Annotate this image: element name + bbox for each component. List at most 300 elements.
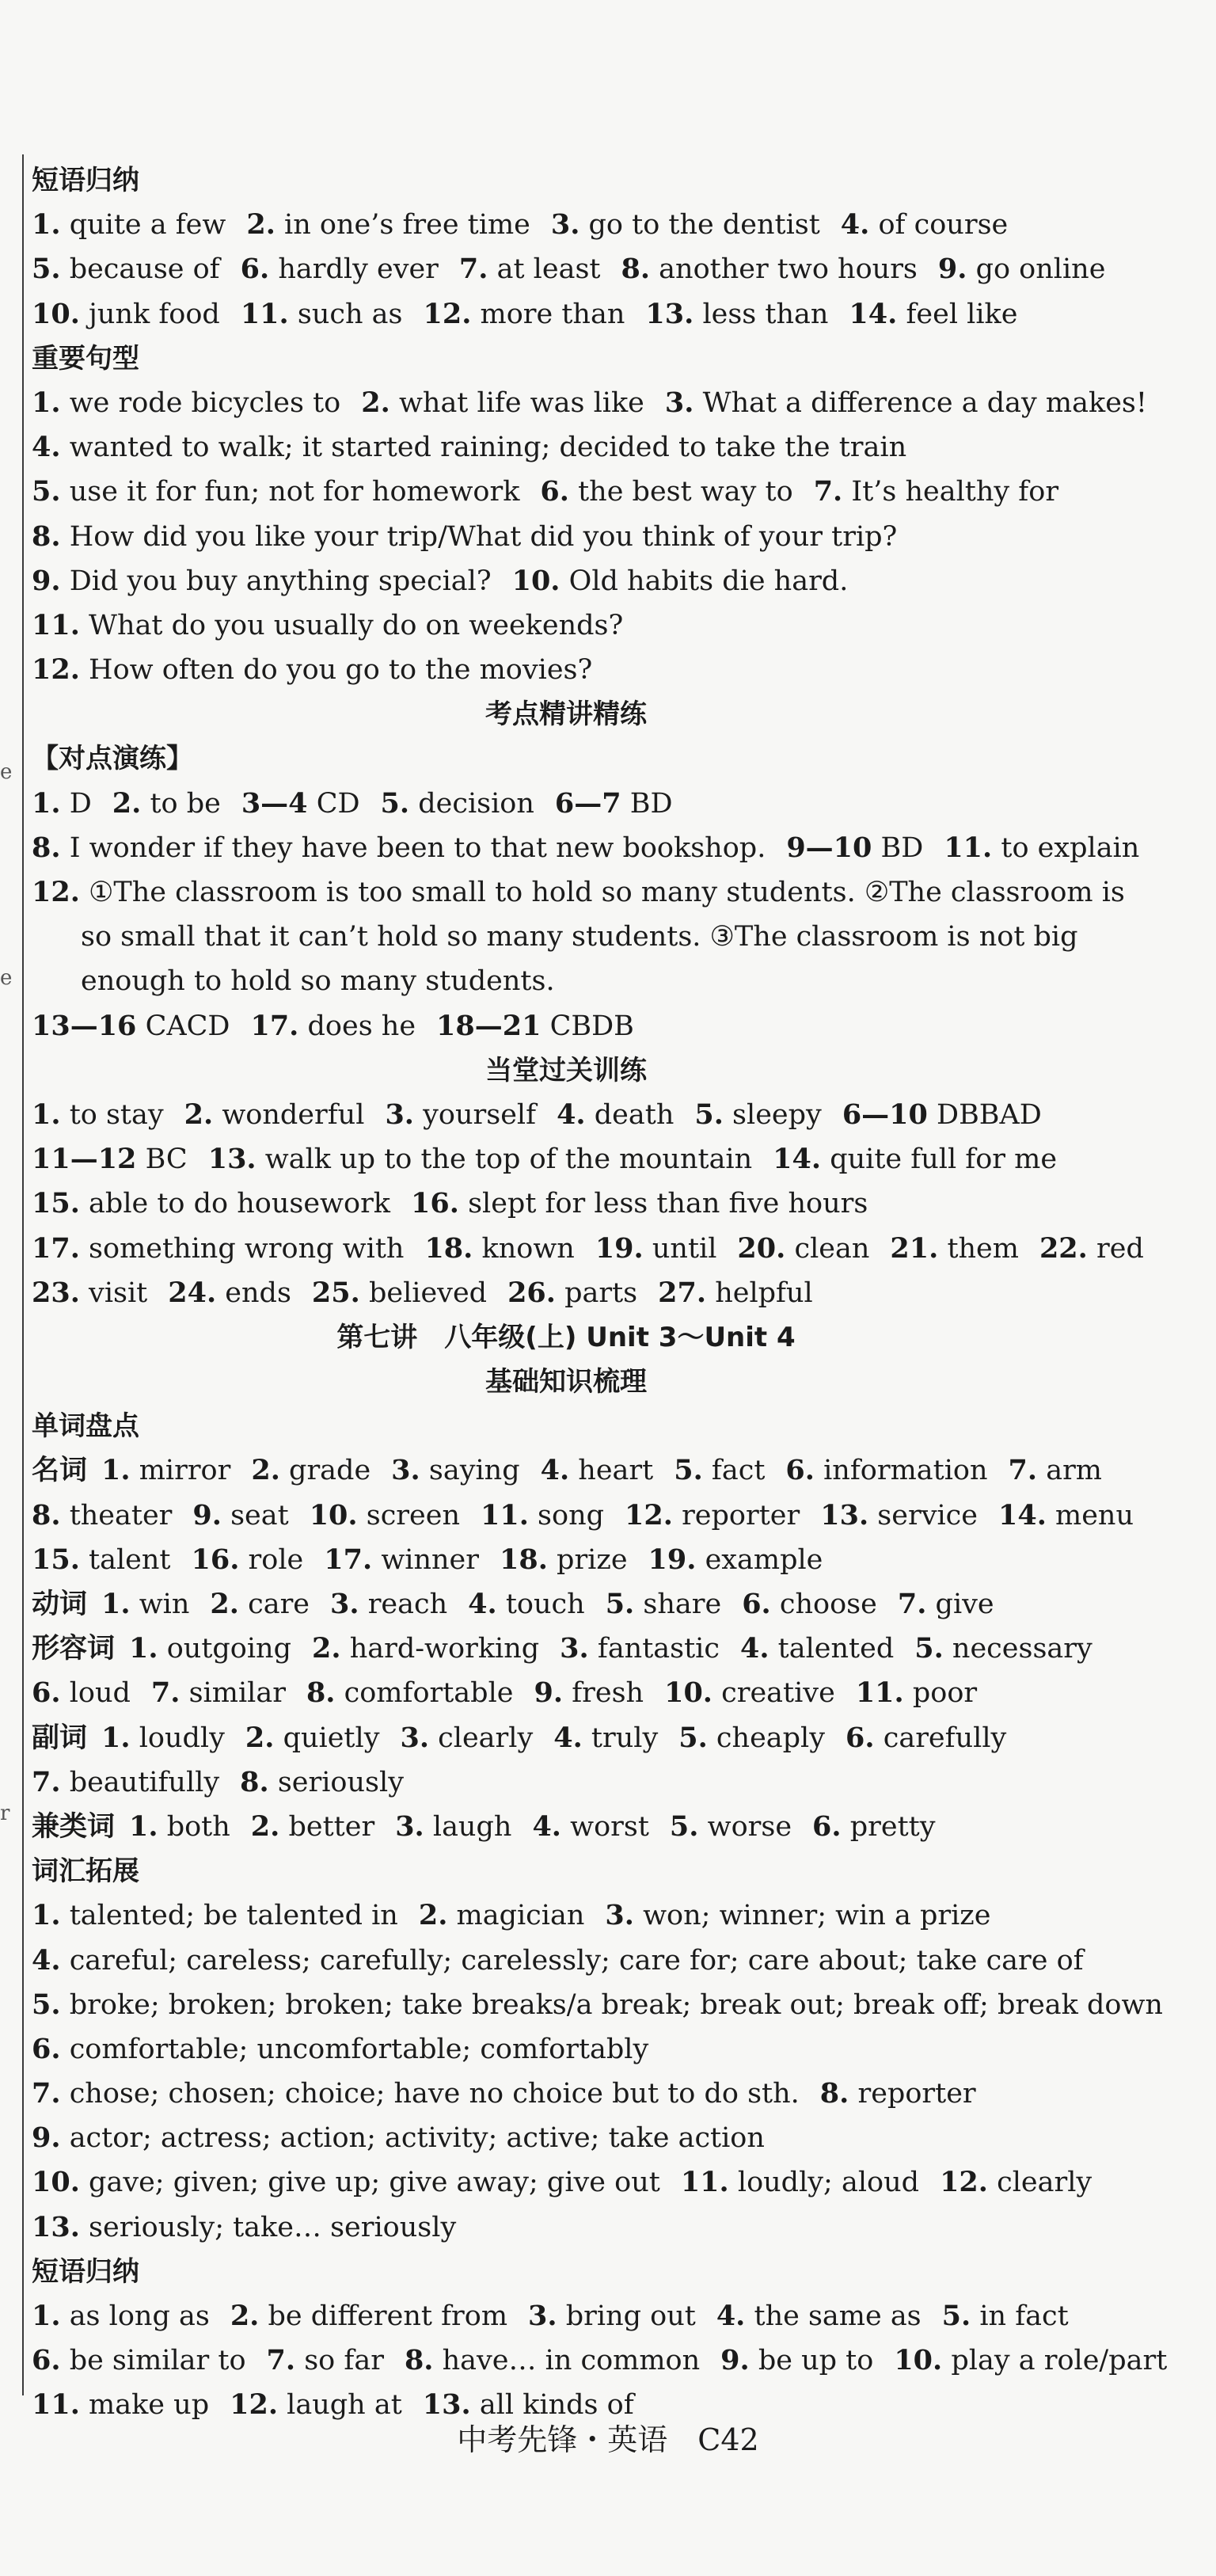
answer-item xyxy=(411,1188,868,1220)
answer-item xyxy=(785,1455,987,1486)
item-number: 10. xyxy=(664,1676,712,1710)
answer-item xyxy=(405,2345,700,2376)
item-answer: reach xyxy=(367,1589,448,1620)
item-answer: cheaply xyxy=(716,1722,826,1754)
item-number: 10. xyxy=(32,2166,80,2199)
answer-item xyxy=(210,1589,310,1620)
answer-item xyxy=(737,1233,869,1265)
item-number: 10. xyxy=(309,1498,358,1532)
item-answer: believed xyxy=(368,1277,488,1309)
answer-item xyxy=(32,1900,398,1931)
item-number: 3—4 xyxy=(241,786,308,820)
answer-item xyxy=(241,253,439,285)
answer-line xyxy=(32,292,1100,337)
item-number: 7. xyxy=(266,2344,296,2377)
item-number: 8. xyxy=(32,831,61,864)
section-heading: 短语归纳 xyxy=(32,165,139,196)
item-answer: worse xyxy=(707,1810,792,1843)
answer-item xyxy=(534,1677,644,1709)
answer-item xyxy=(230,2300,507,2332)
answer-item xyxy=(361,387,644,419)
item-answer: fresh xyxy=(572,1677,644,1710)
item-answer: talented; be talented in xyxy=(69,1900,398,1932)
item-answer: of course xyxy=(878,209,1009,242)
item-number: 12. xyxy=(940,2166,988,2199)
answer-item xyxy=(32,2034,648,2065)
item-answer: comfortable xyxy=(344,1677,514,1710)
answer-item xyxy=(241,788,360,820)
item-answer: beautifully xyxy=(69,1766,220,1798)
item-number: 9—10 xyxy=(786,831,872,864)
item-number: 6. xyxy=(540,475,569,508)
item-number: 13. xyxy=(645,297,694,330)
item-number: 5. xyxy=(694,1098,724,1131)
answer-line xyxy=(32,1448,1100,1493)
item-answer: feel like xyxy=(906,298,1018,330)
answer-line xyxy=(32,2027,1100,2072)
answer-item xyxy=(240,1767,404,1798)
item-number: 2. xyxy=(361,386,390,419)
item-answer: loudly; aloud xyxy=(737,2167,920,2199)
answer-item xyxy=(112,788,221,820)
item-answer: necessary xyxy=(952,1633,1092,1665)
item-answer: play a role/part xyxy=(951,2345,1168,2377)
item-answer: touch xyxy=(505,1589,585,1620)
item-answer: saying xyxy=(428,1455,520,1487)
answer-line xyxy=(32,515,1100,559)
item-number: 5. xyxy=(914,1632,944,1665)
answer-item xyxy=(670,1811,792,1843)
item-answer: at least xyxy=(496,253,601,286)
answer-line xyxy=(32,1893,1100,1938)
answer-item xyxy=(32,1767,219,1798)
item-answer: to be xyxy=(150,787,221,820)
item-number: 1. xyxy=(129,1632,158,1665)
answer-item xyxy=(32,1500,172,1532)
answer-line xyxy=(32,870,1125,915)
section-heading: 重要句型 xyxy=(32,342,139,375)
answer-line xyxy=(32,1582,1100,1627)
item-answer: make up xyxy=(89,2389,210,2422)
answer-item xyxy=(681,2167,919,2198)
section-title: 考点精讲精练 xyxy=(485,698,647,731)
item-answer: ends xyxy=(225,1277,291,1309)
answer-item xyxy=(541,1455,654,1486)
item-answer: CBDB xyxy=(549,1010,634,1042)
item-number: 11. xyxy=(855,1676,904,1710)
item-number: 9. xyxy=(937,253,967,286)
section-heading: 短语归纳 xyxy=(32,2255,139,2288)
item-number: 2. xyxy=(312,1632,341,1665)
item-number: 16. xyxy=(411,1187,459,1220)
answer-item xyxy=(820,2078,976,2110)
answer-item xyxy=(841,209,1008,241)
answer-item xyxy=(645,299,828,330)
item-answer: I wonder if they have been to that new bookshop. xyxy=(69,831,766,864)
answer-item xyxy=(846,1722,1006,1754)
item-number: 10. xyxy=(511,564,560,597)
item-number: 6. xyxy=(32,2032,61,2065)
item-answer: less than xyxy=(702,298,829,330)
item-number: 4. xyxy=(540,1454,570,1487)
item-number: 4. xyxy=(716,2300,746,2332)
answer-item xyxy=(555,788,673,820)
answer-item xyxy=(938,253,1106,285)
item-number: 12. xyxy=(423,297,472,330)
word-category: 动词 xyxy=(32,1589,88,1620)
answer-item xyxy=(251,1811,374,1843)
item-answer: quite a few xyxy=(69,209,226,242)
item-number: 3. xyxy=(560,1632,589,1665)
answer-line xyxy=(32,603,1100,648)
item-number: 6. xyxy=(240,253,270,286)
item-number: 15. xyxy=(32,1543,80,1576)
answer-item xyxy=(391,1455,519,1486)
item-number: 10. xyxy=(894,2344,943,2377)
answer-line xyxy=(32,1983,1163,2027)
answer-item xyxy=(32,2167,660,2198)
answer-item xyxy=(459,253,601,285)
answer-item xyxy=(168,1277,291,1309)
answer-item xyxy=(32,2122,765,2154)
answer-line xyxy=(32,425,1100,470)
answer-content xyxy=(32,158,1168,2428)
item-answer: in one’s free time xyxy=(284,209,530,242)
item-number: 1. xyxy=(101,1588,131,1620)
item-number: 1. xyxy=(32,208,61,242)
answer-item xyxy=(740,1633,894,1665)
item-number: 17. xyxy=(250,1009,299,1042)
answer-line xyxy=(32,559,1100,603)
item-number: 20. xyxy=(737,1231,786,1265)
item-number: 3. xyxy=(400,1721,430,1754)
answer-line xyxy=(32,1137,1100,1181)
item-number: 8. xyxy=(32,519,61,553)
item-number: 5. xyxy=(669,1809,699,1843)
answer-line xyxy=(32,2160,1100,2205)
answer-item xyxy=(129,1633,291,1665)
item-number: 17. xyxy=(324,1543,373,1576)
item-number: 9. xyxy=(32,564,61,597)
item-answer: similar xyxy=(188,1677,286,1710)
answer-line xyxy=(32,1939,1100,1983)
answer-item xyxy=(419,1900,585,1931)
item-number: 4. xyxy=(553,1721,583,1754)
item-number: 9. xyxy=(720,2344,750,2377)
item-answer: theater xyxy=(69,1499,173,1532)
item-number: 13—16 xyxy=(32,1009,137,1042)
item-number: 3. xyxy=(528,2300,557,2332)
answer-item xyxy=(842,1099,1042,1131)
answer-item xyxy=(621,253,917,285)
item-number: 7. xyxy=(150,1676,180,1710)
item-answer: CACD xyxy=(145,1010,230,1042)
item-number: 13. xyxy=(422,2388,471,2422)
answer-line xyxy=(32,826,1140,870)
item-number: 1. xyxy=(32,386,61,419)
item-answer: to explain xyxy=(1001,831,1140,864)
answer-item xyxy=(658,1277,813,1309)
item-answer: decision xyxy=(418,787,534,820)
answer-line xyxy=(32,1181,1100,1226)
item-answer: quietly xyxy=(283,1722,380,1754)
margin-mark: e xyxy=(0,760,13,784)
answer-item xyxy=(532,1811,648,1843)
answer-item xyxy=(820,1500,978,1532)
answer-line xyxy=(32,1493,1134,1538)
answer-item xyxy=(674,1455,765,1486)
item-answer: so far xyxy=(304,2345,384,2377)
item-answer: hardly ever xyxy=(278,253,439,286)
item-number: 22. xyxy=(1039,1231,1088,1265)
item-number: 3. xyxy=(550,208,580,242)
item-answer: outgoing xyxy=(166,1633,291,1665)
item-number: 2. xyxy=(112,786,142,820)
item-number: 21. xyxy=(890,1231,939,1265)
item-answer: fact xyxy=(711,1455,766,1487)
answer-item xyxy=(716,2300,922,2332)
item-number: 3. xyxy=(330,1588,359,1620)
section-title: 第七讲 八年级(上) Unit 3～Unit 4 xyxy=(336,1321,796,1353)
answer-line xyxy=(32,1671,1100,1715)
answer-item xyxy=(400,1722,533,1754)
item-answer: walk up to the top of the mountain xyxy=(264,1143,753,1176)
item-answer: until xyxy=(652,1232,717,1265)
item-number: 5. xyxy=(674,1454,703,1487)
item-answer: share xyxy=(643,1589,722,1620)
answer-item xyxy=(648,1544,823,1576)
answer-item xyxy=(32,387,340,419)
item-number: 4. xyxy=(468,1588,497,1620)
item-answer: as long as xyxy=(69,2300,210,2332)
item-answer: comfortable; uncomfortable; comfortably xyxy=(69,2033,649,2065)
answer-item xyxy=(32,877,1125,908)
item-answer: prize xyxy=(557,1543,628,1576)
answer-line xyxy=(32,648,1100,692)
answer-item xyxy=(528,2300,696,2332)
item-answer: all kinds of xyxy=(479,2389,634,2422)
answer-item xyxy=(32,1945,1084,1977)
item-number: 1. xyxy=(32,1899,61,1932)
item-number: 8. xyxy=(819,2077,849,2110)
item-answer: clearly xyxy=(438,1722,534,1754)
item-number: 15. xyxy=(32,1187,80,1220)
item-number: 18. xyxy=(500,1543,548,1576)
item-number: 13. xyxy=(32,2210,80,2243)
item-number: 1. xyxy=(32,1098,61,1131)
answer-item xyxy=(786,832,923,864)
item-number: 14. xyxy=(998,1498,1047,1532)
item-answer: choose xyxy=(779,1589,877,1620)
item-answer: carefully xyxy=(883,1722,1007,1754)
item-answer: wanted to walk; it started raining; decided to take the train xyxy=(69,432,907,464)
item-answer: quite full for me xyxy=(830,1143,1058,1176)
word-category: 名词 xyxy=(32,1455,88,1487)
answer-item xyxy=(32,209,226,241)
answer-item xyxy=(32,1277,147,1309)
item-number: 7. xyxy=(1008,1454,1038,1487)
item-answer: win xyxy=(139,1589,190,1620)
left-margin-rule xyxy=(22,154,24,2395)
item-number: 12. xyxy=(625,1498,673,1532)
answer-line xyxy=(32,2294,1100,2338)
item-number: 6. xyxy=(785,1454,815,1487)
answer-item xyxy=(192,1500,288,1532)
item-answer: red xyxy=(1096,1232,1144,1265)
item-number: 11. xyxy=(32,608,80,641)
answer-item xyxy=(32,2345,246,2376)
item-answer: arm xyxy=(1046,1455,1102,1487)
item-number: 4. xyxy=(557,1098,586,1131)
answer-item xyxy=(32,432,906,463)
answer-line xyxy=(32,1093,1100,1137)
word-category: 副词 xyxy=(32,1722,88,1754)
item-answer: seriously; take… seriously xyxy=(89,2211,457,2243)
item-answer: sleepy xyxy=(732,1098,822,1131)
answer-continuation: enough to hold so many students. xyxy=(81,965,555,998)
item-number: 11—12 xyxy=(32,1143,137,1176)
section-title: 当堂过关训练 xyxy=(485,1054,647,1086)
answer-line xyxy=(32,2116,1100,2160)
item-answer: seat xyxy=(230,1499,289,1532)
item-answer: Did you buy anything special? xyxy=(69,565,492,597)
item-number: 9. xyxy=(534,1676,564,1710)
answer-item xyxy=(32,521,897,553)
item-number: 7. xyxy=(458,253,488,286)
answer-item xyxy=(267,2345,384,2376)
answer-item xyxy=(306,1677,514,1709)
item-number: 8. xyxy=(32,1498,61,1532)
answer-item xyxy=(665,387,1147,419)
answer-item xyxy=(151,1677,286,1709)
item-answer: visit xyxy=(89,1277,148,1309)
item-answer: reporter xyxy=(857,2078,976,2110)
item-answer: BC xyxy=(145,1143,188,1176)
item-answer: talent xyxy=(89,1543,171,1576)
item-answer: both xyxy=(166,1810,230,1843)
item-number: 5. xyxy=(605,1588,635,1620)
answer-line xyxy=(32,2205,1100,2250)
answer-line xyxy=(32,247,1106,291)
item-answer: mirror xyxy=(139,1455,231,1487)
section-title: 基础知识梳理 xyxy=(485,1366,647,1398)
item-number: 6. xyxy=(32,2344,61,2377)
item-answer: go online xyxy=(975,253,1106,286)
item-number: 1. xyxy=(129,1809,158,1843)
answer-item xyxy=(1009,1455,1102,1486)
item-answer: What do you usually do on weekends? xyxy=(89,609,624,641)
answer-item xyxy=(814,476,1058,508)
item-answer: grade xyxy=(289,1455,371,1487)
item-number: 5. xyxy=(32,1988,61,2021)
item-number: 6—7 xyxy=(554,786,621,820)
answer-item xyxy=(468,1589,585,1620)
answer-item xyxy=(894,2345,1167,2376)
answer-item xyxy=(849,299,1017,330)
item-number: 26. xyxy=(507,1276,556,1309)
answer-item xyxy=(32,2078,800,2110)
item-answer: actor; actress; action; activity; active; take action xyxy=(69,2122,765,2155)
answer-item xyxy=(856,1677,977,1709)
item-answer: poor xyxy=(912,1677,978,1710)
item-number: 9. xyxy=(32,2121,61,2155)
item-answer: laugh at xyxy=(287,2389,402,2422)
item-answer: heart xyxy=(578,1455,654,1487)
answer-item xyxy=(32,1677,131,1709)
item-number: 2. xyxy=(184,1098,214,1131)
answer-item xyxy=(241,299,403,330)
answer-item xyxy=(944,832,1139,864)
answer-item xyxy=(424,1233,574,1265)
item-number: 4. xyxy=(840,208,870,242)
item-number: 12. xyxy=(32,653,80,687)
item-answer: the same as xyxy=(754,2300,922,2332)
answer-item xyxy=(32,2300,210,2332)
item-answer: what life was like xyxy=(398,386,644,419)
answer-item xyxy=(773,1143,1057,1175)
answer-item xyxy=(32,1989,1163,2021)
item-number: 11. xyxy=(680,2166,729,2199)
answer-item xyxy=(553,1722,658,1754)
margin-mark: r xyxy=(0,1802,10,1825)
answer-item xyxy=(678,1722,825,1754)
answer-item xyxy=(605,1900,990,1931)
margin-mark: e xyxy=(0,966,13,990)
item-number: 4. xyxy=(739,1632,770,1665)
item-number: 24. xyxy=(168,1276,217,1309)
item-number: 11. xyxy=(944,831,993,864)
item-answer: role xyxy=(248,1543,304,1576)
item-number: 19. xyxy=(648,1543,697,1576)
item-answer: CD xyxy=(316,787,360,820)
item-answer: magician xyxy=(456,1900,585,1932)
answer-line xyxy=(32,2072,1100,2116)
answer-line xyxy=(32,1538,1100,1582)
item-answer: What a difference a day makes! xyxy=(702,386,1147,419)
item-answer: seriously xyxy=(277,1766,404,1798)
item-answer: death xyxy=(594,1098,674,1131)
item-answer: clearly xyxy=(997,2167,1092,2199)
item-number: 2. xyxy=(245,1721,275,1754)
item-number: 8. xyxy=(240,1765,269,1798)
item-number: 14. xyxy=(773,1143,822,1176)
item-number: 27. xyxy=(658,1276,707,1309)
item-answer: creative xyxy=(721,1677,835,1710)
item-answer: It’s healthy for xyxy=(851,476,1059,508)
item-number: 5. xyxy=(32,253,61,286)
answer-item xyxy=(606,1589,722,1620)
item-answer: more than xyxy=(480,298,625,330)
item-number: 1. xyxy=(101,1454,131,1487)
item-answer: talented xyxy=(777,1633,895,1665)
item-answer: because of xyxy=(69,253,220,286)
item-answer: pretty xyxy=(849,1810,936,1843)
answer-line xyxy=(32,2338,1168,2383)
answer-line xyxy=(32,1271,1100,1315)
item-answer: truly xyxy=(591,1722,659,1754)
item-number: 2. xyxy=(251,1454,280,1487)
answer-item xyxy=(32,476,519,508)
word-category: 兼类词 xyxy=(32,1810,116,1843)
item-number: 18—21 xyxy=(436,1009,542,1042)
answer-line xyxy=(32,782,1100,826)
answer-item xyxy=(551,209,820,241)
answer-item xyxy=(595,1233,717,1265)
answer-item xyxy=(192,1544,304,1576)
item-number: 2. xyxy=(246,208,276,242)
answer-item xyxy=(251,1455,370,1486)
item-answer: another two hours xyxy=(659,253,918,286)
